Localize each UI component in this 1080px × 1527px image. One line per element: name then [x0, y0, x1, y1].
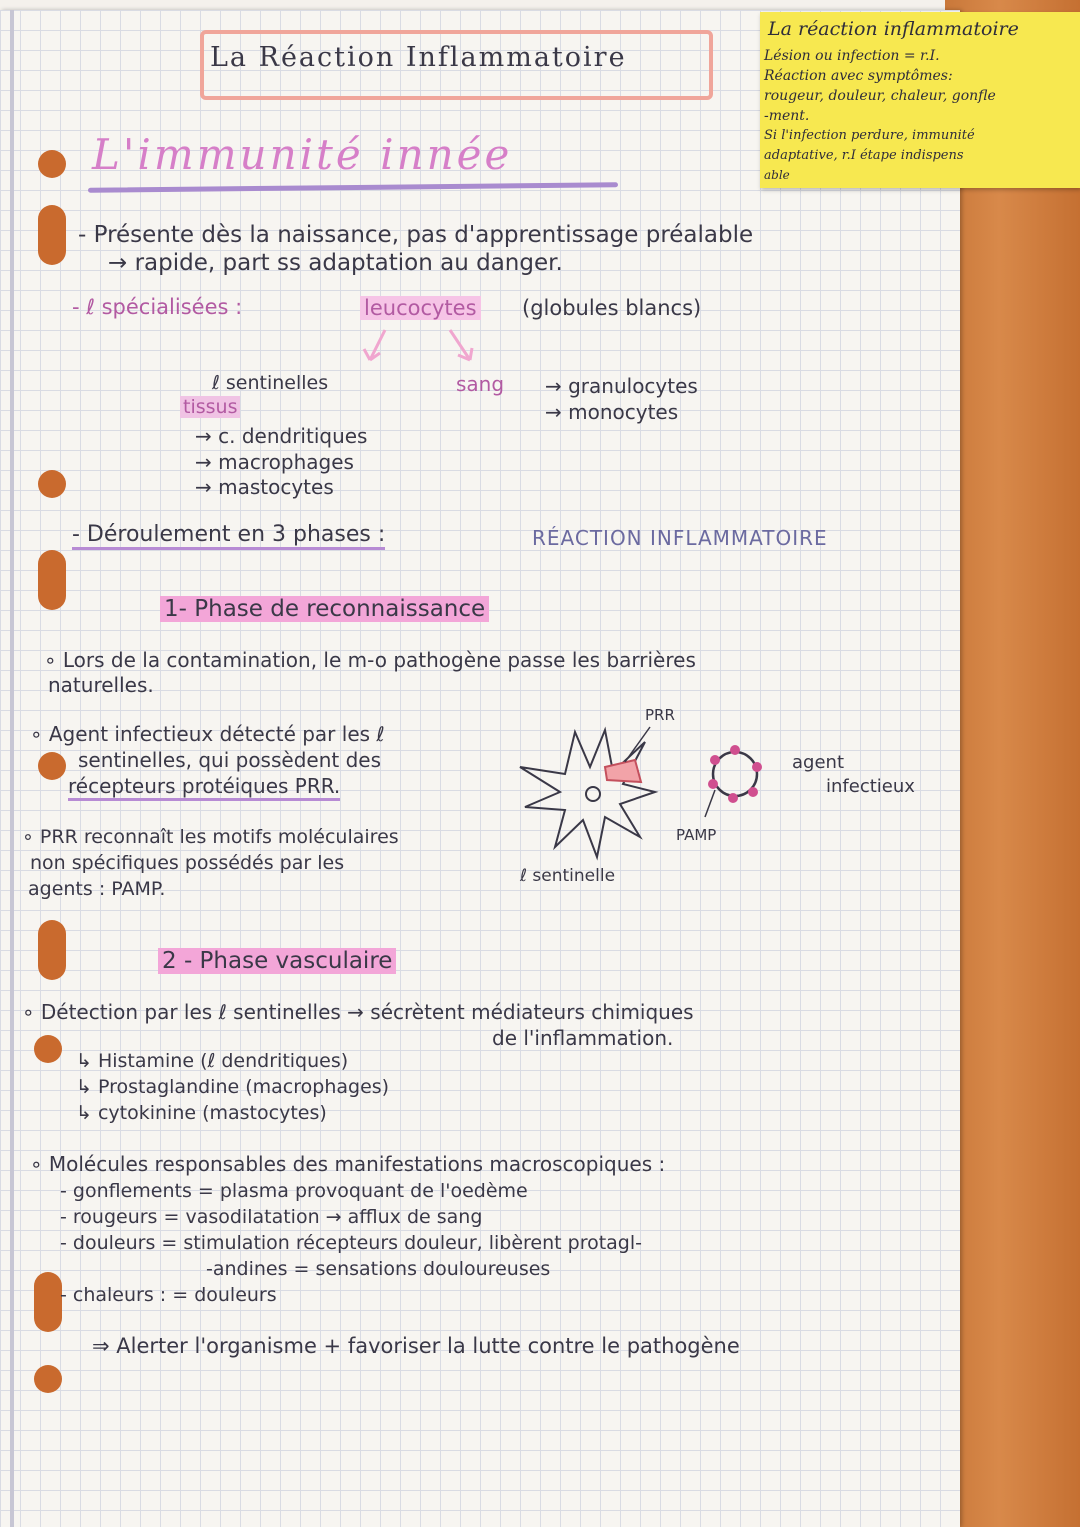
binder-hole — [38, 752, 66, 780]
sticky-note — [760, 12, 1080, 188]
sentinel-caption: ℓ sentinelle — [520, 866, 616, 886]
wood-background — [945, 0, 1080, 1527]
agent-label: agent — [792, 752, 844, 773]
intro-line: → rapide, part ss adaptation au danger. — [108, 250, 563, 276]
agent-label: infectieux — [826, 776, 915, 797]
phase1-paragraph: ∘ Lors de la contamination, le m-o pathogène passe les barrières — [44, 648, 696, 672]
phase1-title: 1- Phase de reconnaissance — [160, 596, 489, 622]
blood-item: → monocytes — [545, 400, 679, 424]
phase1-paragraph: naturelles. — [48, 673, 154, 697]
phase2-paragraph: ∘ Molécules responsables des manifestations macroscopiques : — [30, 1152, 666, 1176]
binder-hole — [38, 205, 66, 265]
margin-line — [10, 10, 14, 1527]
phases-label: - Déroulement en 3 phases : — [72, 522, 385, 550]
specialized-label: - ℓ spécialisées : — [72, 295, 243, 319]
phase1-paragraph: ∘ PRR reconnaît les motifs moléculaires — [22, 826, 399, 848]
sentinel-label: ℓ sentinelles — [212, 372, 329, 394]
reaction-label: RÉACTION INFLAMMATOIRE — [532, 526, 828, 550]
binder-hole — [34, 1272, 62, 1332]
tissue-item: → c. dendritiques — [195, 424, 368, 448]
phase1-paragraph: non spécifiques possédés par les — [30, 852, 345, 874]
sticky-line: Si l'infection perdure, immunité — [764, 128, 975, 143]
sticky-line: able — [764, 168, 790, 182]
leucocytes-label: leucocytes — [360, 296, 481, 320]
phase1-paragraph: sentinelles, qui possèdent des — [78, 748, 381, 772]
blood-label: sang — [456, 372, 505, 396]
sticky-line: Lésion ou infection = r.I. — [764, 48, 940, 64]
phase1-paragraph: ∘ Agent infectieux détecté par les ℓ — [30, 722, 385, 746]
sticky-line: Réaction avec symptômes: — [764, 68, 953, 84]
mediator-item: ↳ Prostaglandine (macrophages) — [76, 1076, 390, 1098]
symptom-item: - gonflements = plasma provoquant de l'oedème — [60, 1180, 528, 1202]
binder-hole — [34, 1035, 62, 1063]
mediator-item: ↳ cytokinine (mastocytes) — [76, 1102, 327, 1124]
binder-hole — [38, 550, 66, 610]
sticky-title: La réaction inflammatoire — [768, 18, 1019, 40]
sticky-line: rougeur, douleur, chaleur, gonfle — [764, 88, 996, 104]
binder-hole — [38, 920, 66, 980]
binder-hole — [38, 470, 66, 498]
symptom-item: - rougeurs = vasodilatation → afflux de sang — [60, 1206, 483, 1228]
page-title: La Réaction Inflammatoire — [210, 42, 627, 73]
prr-label: PRR — [645, 706, 675, 724]
conclusion: ⇒ Alerter l'organisme + favoriser la lutte contre le pathogène — [92, 1334, 740, 1358]
mediator-item: ↳ Histamine (ℓ dendritiques) — [76, 1050, 349, 1072]
symptom-item: - douleurs = stimulation récepteurs douleur, libèrent protagl- — [60, 1232, 643, 1254]
section-heading: L'immunité innée — [92, 130, 513, 179]
pamp-label: PAMP — [676, 826, 717, 844]
phase2-paragraph: de l'inflammation. — [492, 1026, 674, 1050]
intro-line: - Présente dès la naissance, pas d'apprentissage préalable — [78, 222, 754, 248]
sentinel-cell-diagram — [505, 712, 775, 882]
symptom-item: - chaleurs : = douleurs — [60, 1284, 277, 1306]
symptom-item: -andines = sensations douloureuses — [206, 1258, 551, 1280]
leucocytes-note: (globules blancs) — [522, 296, 702, 320]
sticky-line: -ment. — [764, 108, 810, 124]
phase1-paragraph: récepteurs protéiques PRR. — [68, 774, 340, 801]
binder-hole — [34, 1365, 62, 1393]
phase1-paragraph: agents : PAMP. — [28, 878, 166, 900]
branch-arrows — [350, 325, 510, 370]
tissue-item: → mastocytes — [195, 475, 334, 499]
sticky-line: adaptative, r.I étape indispens — [764, 148, 964, 163]
blood-item: → granulocytes — [545, 374, 698, 398]
phase2-paragraph: ∘ Détection par les ℓ sentinelles → sécrètent médiateurs chimiques — [22, 1000, 694, 1024]
binder-hole — [38, 150, 66, 178]
tissue-label: tissus — [180, 396, 240, 418]
tissue-item: → macrophages — [195, 450, 354, 474]
phase2-title: 2 - Phase vasculaire — [158, 948, 396, 974]
